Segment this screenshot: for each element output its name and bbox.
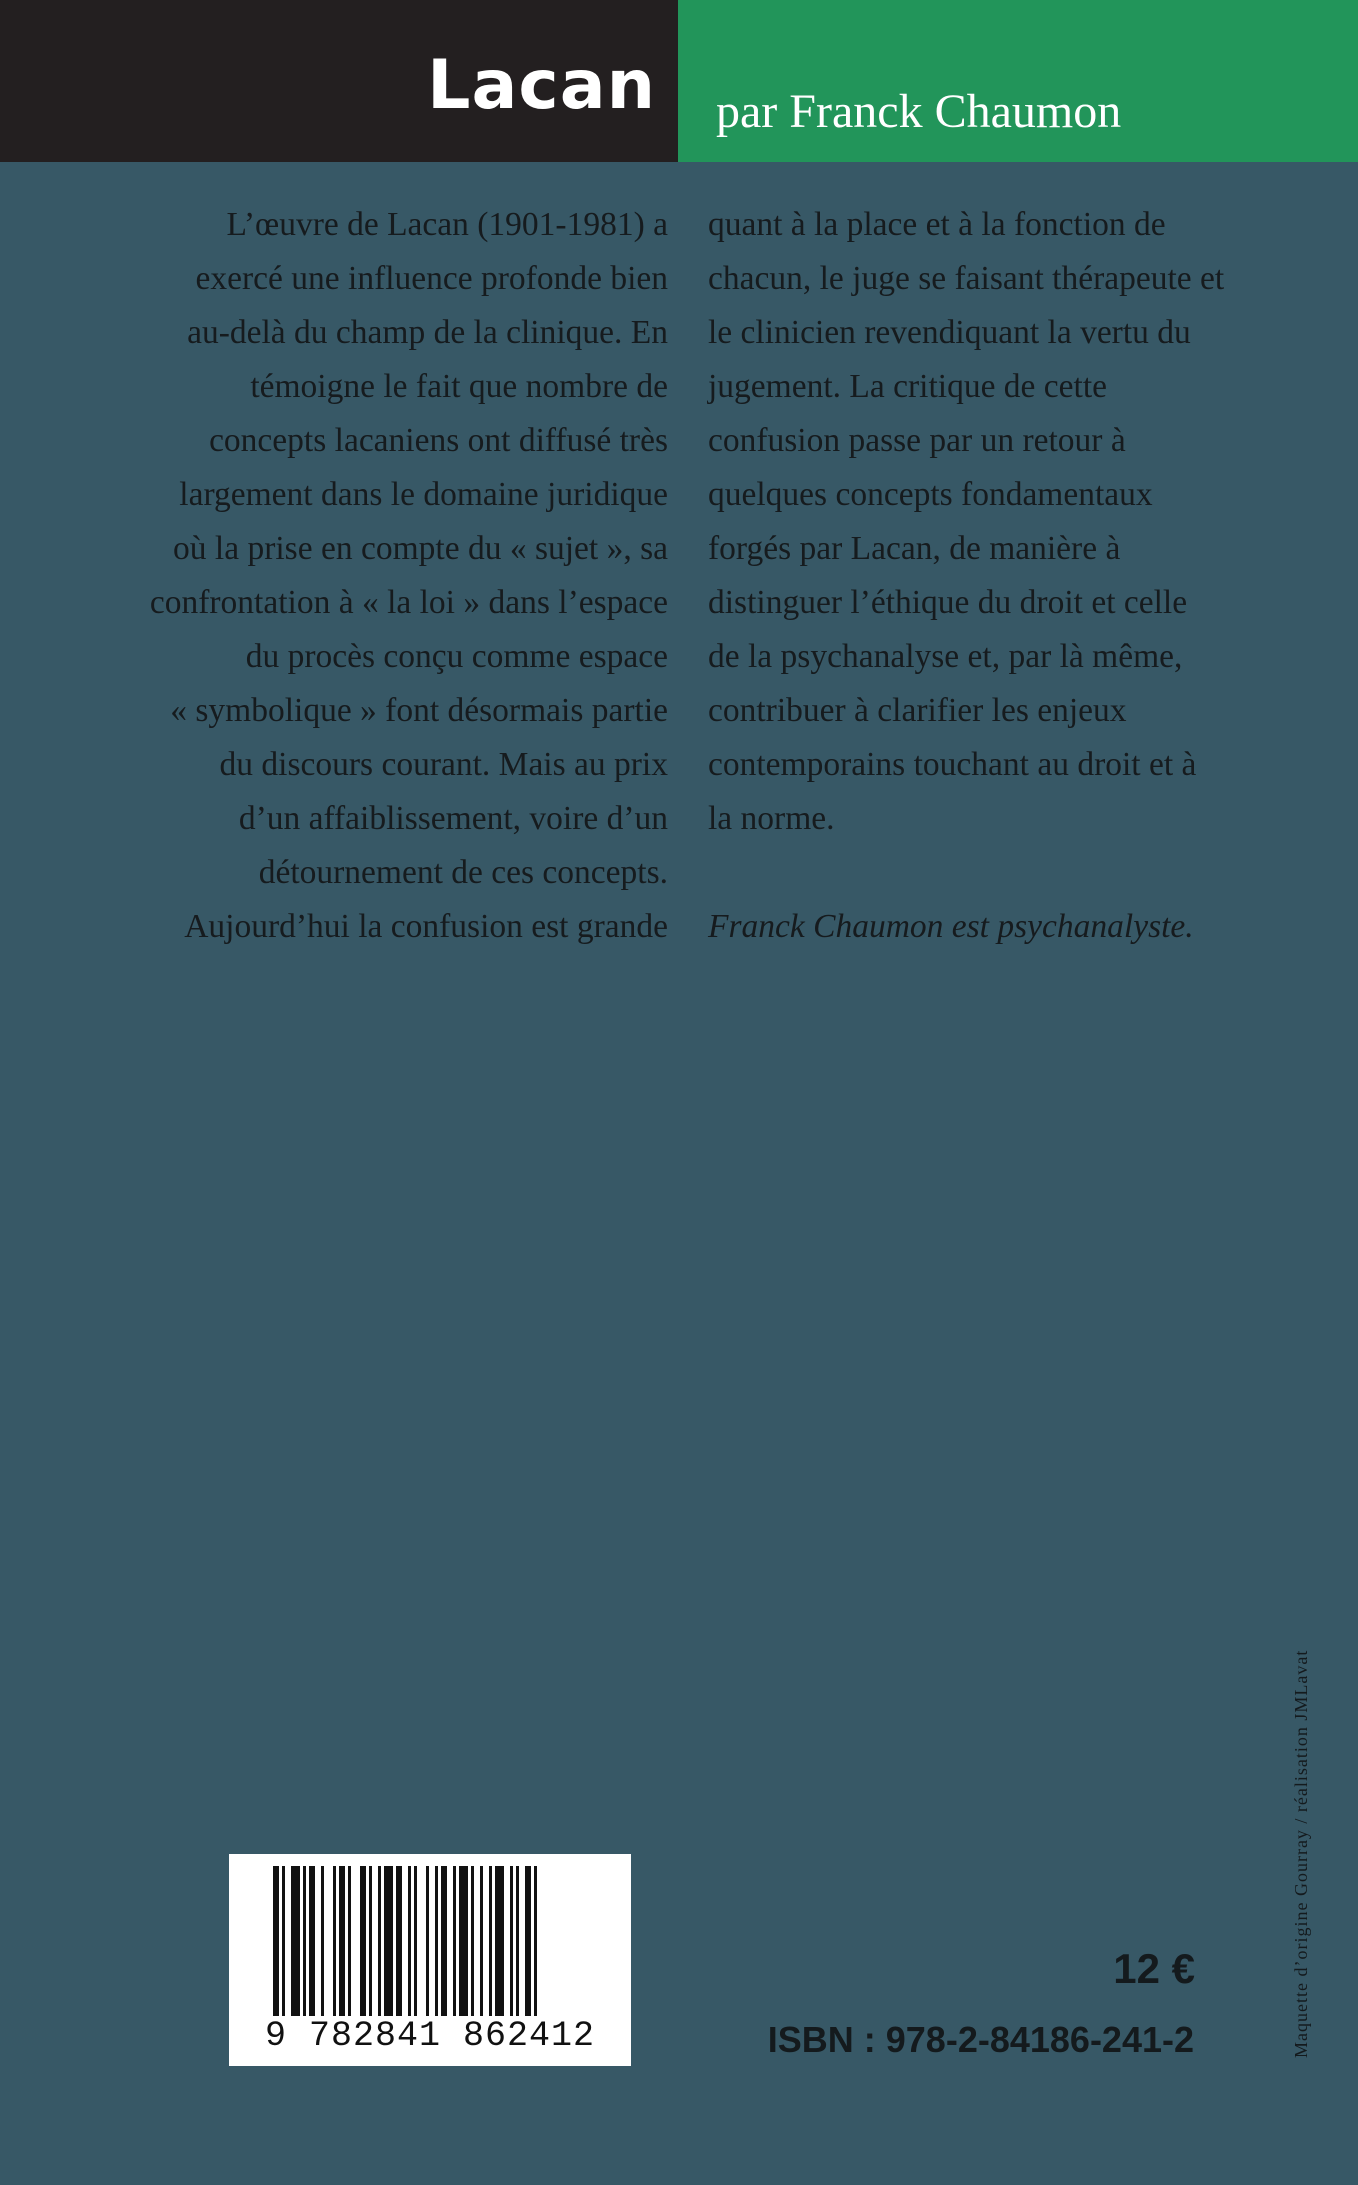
blurb-line: concepts lacaniens ont diffusé très	[209, 422, 668, 459]
blurb-line: de la psychanalyse et, par là même,	[708, 638, 1183, 675]
blurb-line: largement dans le domaine juridique	[179, 476, 668, 513]
design-credit: Maquette d’origine Gourray / réalisation JMLavat	[1291, 1649, 1311, 2058]
blurb-line: quant à la place et à la fonction de	[708, 206, 1166, 243]
blurb-line: « symbolique » font désormais partie	[170, 692, 668, 729]
blurb-line: jugement. La critique de cette	[708, 368, 1108, 405]
blurb-line: du procès conçu comme espace	[245, 638, 668, 675]
barcode	[229, 1854, 631, 2066]
blurb-right-lines	[708, 198, 1296, 846]
blurb-line: Aujourd’hui la confusion est grande	[184, 908, 668, 945]
blurb-line: témoigne le fait que nombre de	[250, 368, 668, 405]
blurb-line: où la prise en compte du « sujet », sa	[173, 530, 668, 567]
author-bio: Franck Chaumon est psychanalyste.	[708, 908, 1194, 945]
blurb-line: contribuer à clarifier les enjeux	[708, 692, 1127, 729]
isbn: ISBN : 978-2-84186-241-2	[767, 2019, 1194, 2060]
blurb-right-column	[708, 198, 1296, 954]
book-title: Lacan	[427, 46, 656, 125]
blurb-line: chacun, le juge se faisant thérapeute et	[708, 260, 1225, 297]
blurb-line: contemporains touchant au droit et à	[708, 746, 1197, 783]
book-author: par Franck Chaumon	[716, 85, 1122, 138]
blurb-line: confusion passe par un retour à	[708, 422, 1126, 459]
blurb-line: exercé une influence profonde bien	[195, 260, 668, 297]
blurb-line: au-delà du champ de la clinique. En	[187, 314, 668, 351]
blurb-line: distinguer l’éthique du droit et celle	[708, 584, 1188, 621]
blurb-line: quelques concepts fondamentaux	[708, 476, 1153, 513]
blurb-line: confrontation à « la loi » dans l’espace	[149, 584, 668, 621]
blurb-line: le clinicien revendiquant la vertu du	[708, 314, 1191, 351]
barcode-number: 9 782841 862412	[264, 2016, 596, 2056]
blurb-left-column	[80, 198, 668, 954]
blurb-line: détournement de ces concepts.	[258, 854, 668, 891]
blurb-line: la norme.	[708, 800, 835, 837]
header-author-band	[678, 0, 1358, 162]
header-title-band	[0, 0, 678, 162]
blurb-line: du discours courant. Mais au prix	[219, 746, 668, 783]
price: 12 €	[1113, 1945, 1195, 1992]
blurb-line: L’œuvre de Lacan (1901-1981) a	[226, 206, 668, 243]
blurb-line: d’un affaiblissement, voire d’un	[238, 800, 668, 837]
blurb-line: forgés par Lacan, de manière à	[708, 530, 1121, 567]
